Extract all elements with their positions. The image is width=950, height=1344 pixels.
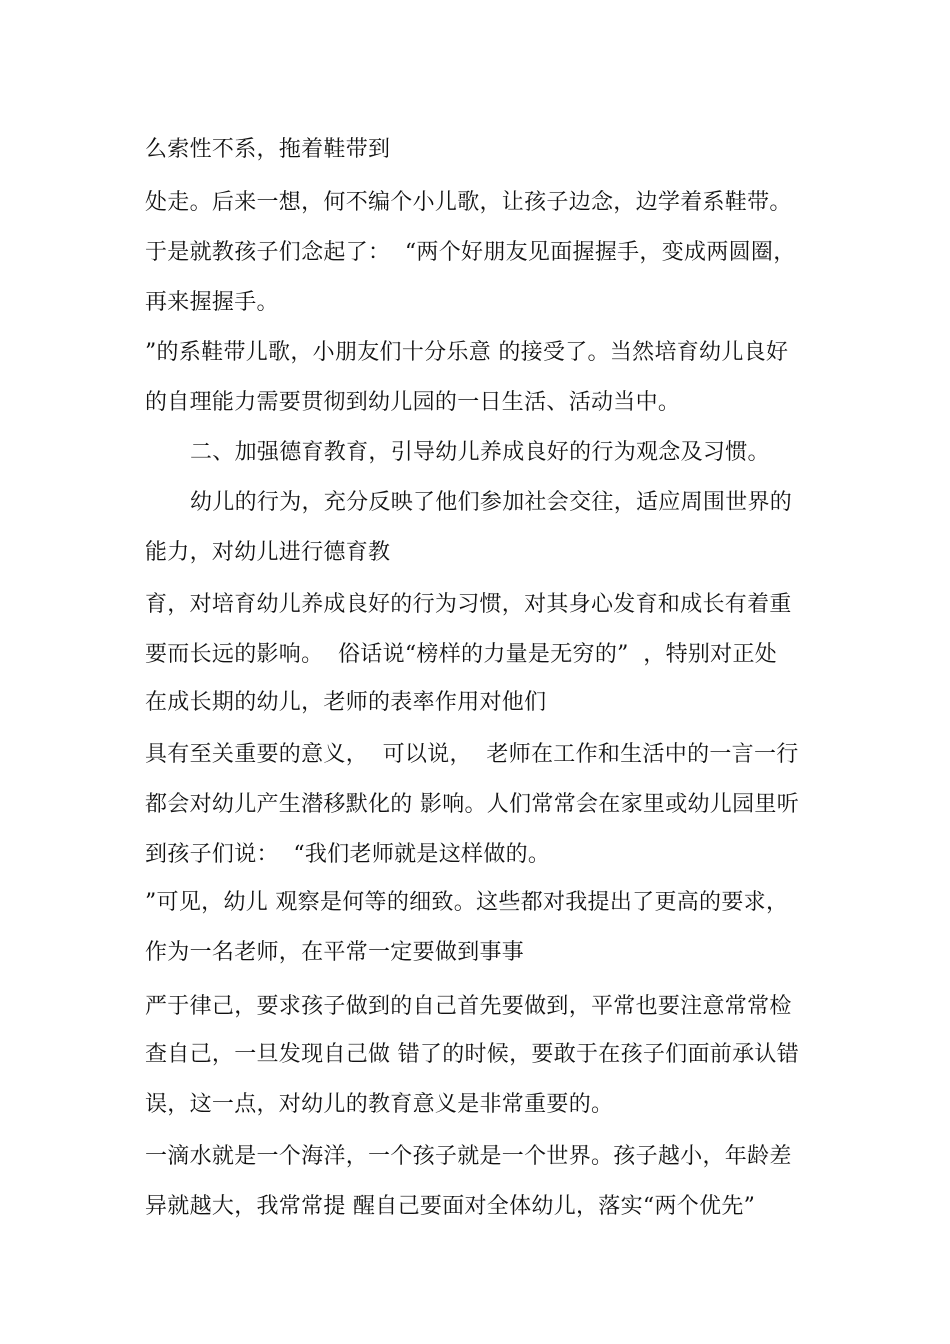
section-heading: 二、加强德育教育，引导幼儿养成良好的行为观念及习惯。 xyxy=(190,440,770,465)
text-line: 么索性不系，拖着鞋带到 xyxy=(145,137,391,162)
text-line: 一滴水就是一个海洋，一个孩子就是一个世界。孩子越小，年龄差 xyxy=(145,1144,792,1169)
text-line: 再来握握手。 xyxy=(145,290,279,315)
text-line: 能力，对幼儿进行德育教 xyxy=(145,540,391,565)
text-line: 育，对培育幼儿养成良好的行为习惯，对其身心发育和成长有着重 xyxy=(145,592,792,617)
text-line: 到孩子们说： “我们老师就是这样做的。 xyxy=(145,842,551,867)
text-line: 误，这一点，对幼儿的教育意义是非常重要的。 xyxy=(145,1092,614,1117)
text-line: 处走。后来一想，何不编个小儿歌，让孩子边念，边学着系鞋带。 xyxy=(145,190,792,215)
text-line: 的自理能力需要贯彻到幼儿园的一日生活、活动当中。 xyxy=(145,390,681,415)
text-line: 异就越大，我常常提 醒自己要面对全体幼儿，落实“两个优先” xyxy=(145,1194,756,1219)
text-line: ”可见，幼儿 观察是何等的细致。这些都对我提出了更高的要求， xyxy=(145,890,789,915)
text-line: 作为一名老师，在平常一定要做到事事 xyxy=(145,940,525,965)
text-line: 严于律己，要求孩子做到的自己首先要做到，平常也要注意常常检 xyxy=(145,994,792,1019)
text-line: 在成长期的幼儿，老师的表率作用对他们 xyxy=(145,690,547,715)
text-line: 于是就教孩子们念起了： “两个好朋友见面握握手，变成两圆圈， xyxy=(145,240,796,265)
text-line: 要而长远的影响。 俗话说“榜样的力量是无穷的” ，特别对正处 xyxy=(145,642,778,667)
text-line: 都会对幼儿产生潜移默化的 影响。人们常常会在家里或幼儿园里听 xyxy=(145,792,799,817)
text-line: ”的系鞋带儿歌，小朋友们十分乐意 的接受了。当然培育幼儿良好 xyxy=(145,340,789,365)
text-line: 查自己，一旦发现自己做 错了的时候，要敢于在孩子们面前承认错 xyxy=(145,1042,799,1067)
text-line: 幼儿的行为，充分反映了他们参加社会交往，适应周围世界的 xyxy=(190,490,793,515)
text-line: 具有至关重要的意义， 可以说， 老师在工作和生活中的一言一行 xyxy=(145,742,799,767)
